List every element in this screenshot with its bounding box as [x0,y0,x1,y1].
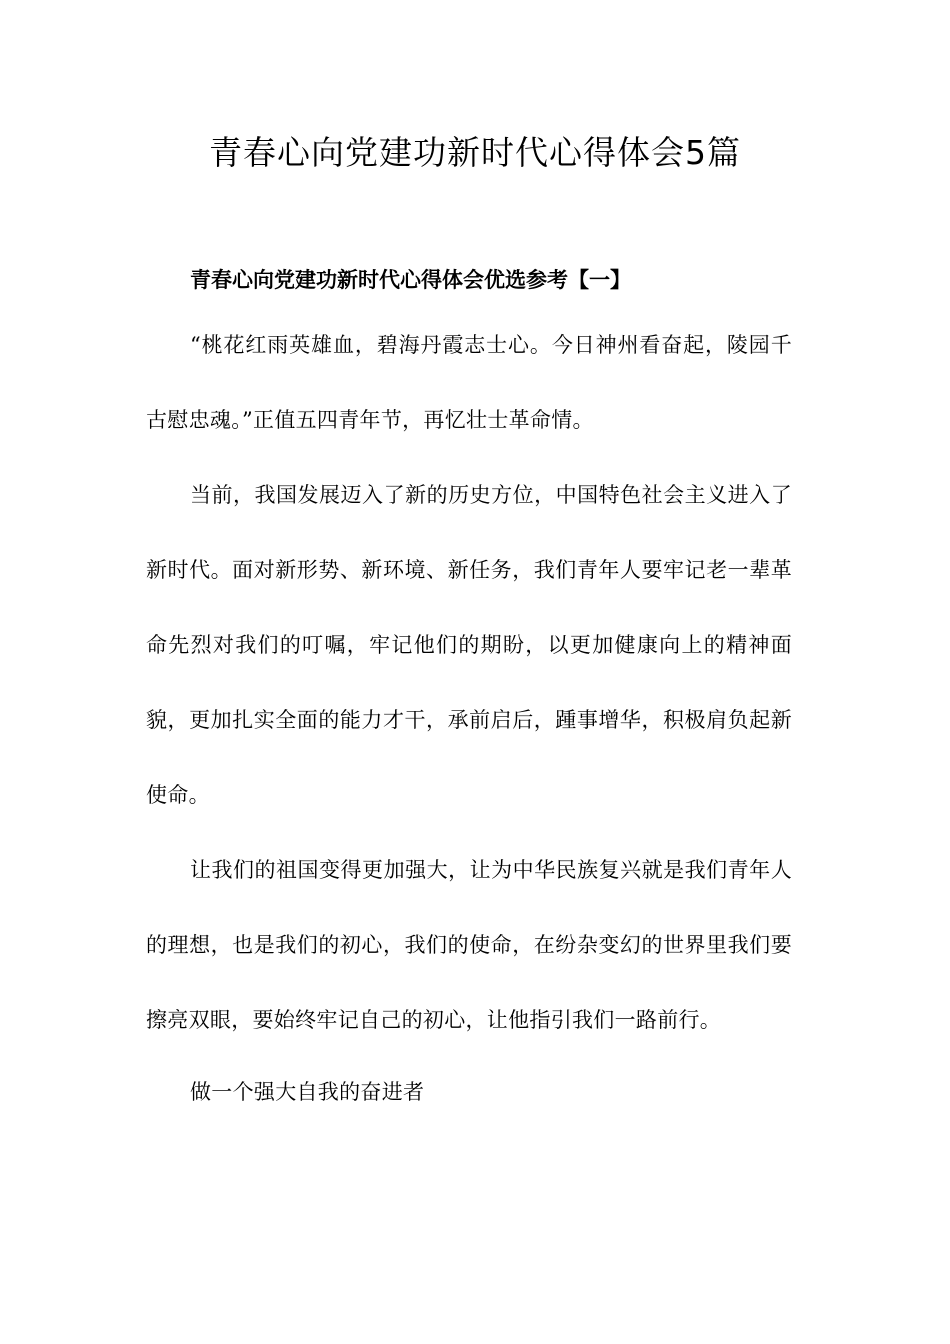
section-heading: 青春心向党建功新时代心得体会优选参考【一】 [190,268,631,292]
document-title: 青春心向党建功新时代心得体会5篇 [209,133,741,172]
paragraph-4: 做一个强大自我的奋进者 [190,1080,425,1104]
paragraph-3: 让我们的祖国变得更加强大，让为中华民族复兴就是我们青年人的理想，也是我们的初心，我们的使命，在纷杂变幻的世界里我们要擦亮双眼，要始终牢记自己的初心，让他指引我们一路前行。 [146,858,792,1032]
paragraph-1: “桃花红雨英雄血，碧海丹霞志士心。今日神州看奋起，陵园千古慰忠魂。”正值五四青年节，再忆壮士革命情。 [146,333,792,432]
paragraph-2: 当前，我国发展迈入了新的历史方位，中国特色社会主义进入了新时代。面对新形势、新环境、新任务，我们青年人要牢记老一辈革命先烈对我们的叮嘱，牢记他们的期盼，以更加健康向上的精神面貌，更加扎实全面的能力才干，承前启后，踵事增华，积极肩负起新使命。 [146,483,792,807]
document-body [146,252,792,1130]
